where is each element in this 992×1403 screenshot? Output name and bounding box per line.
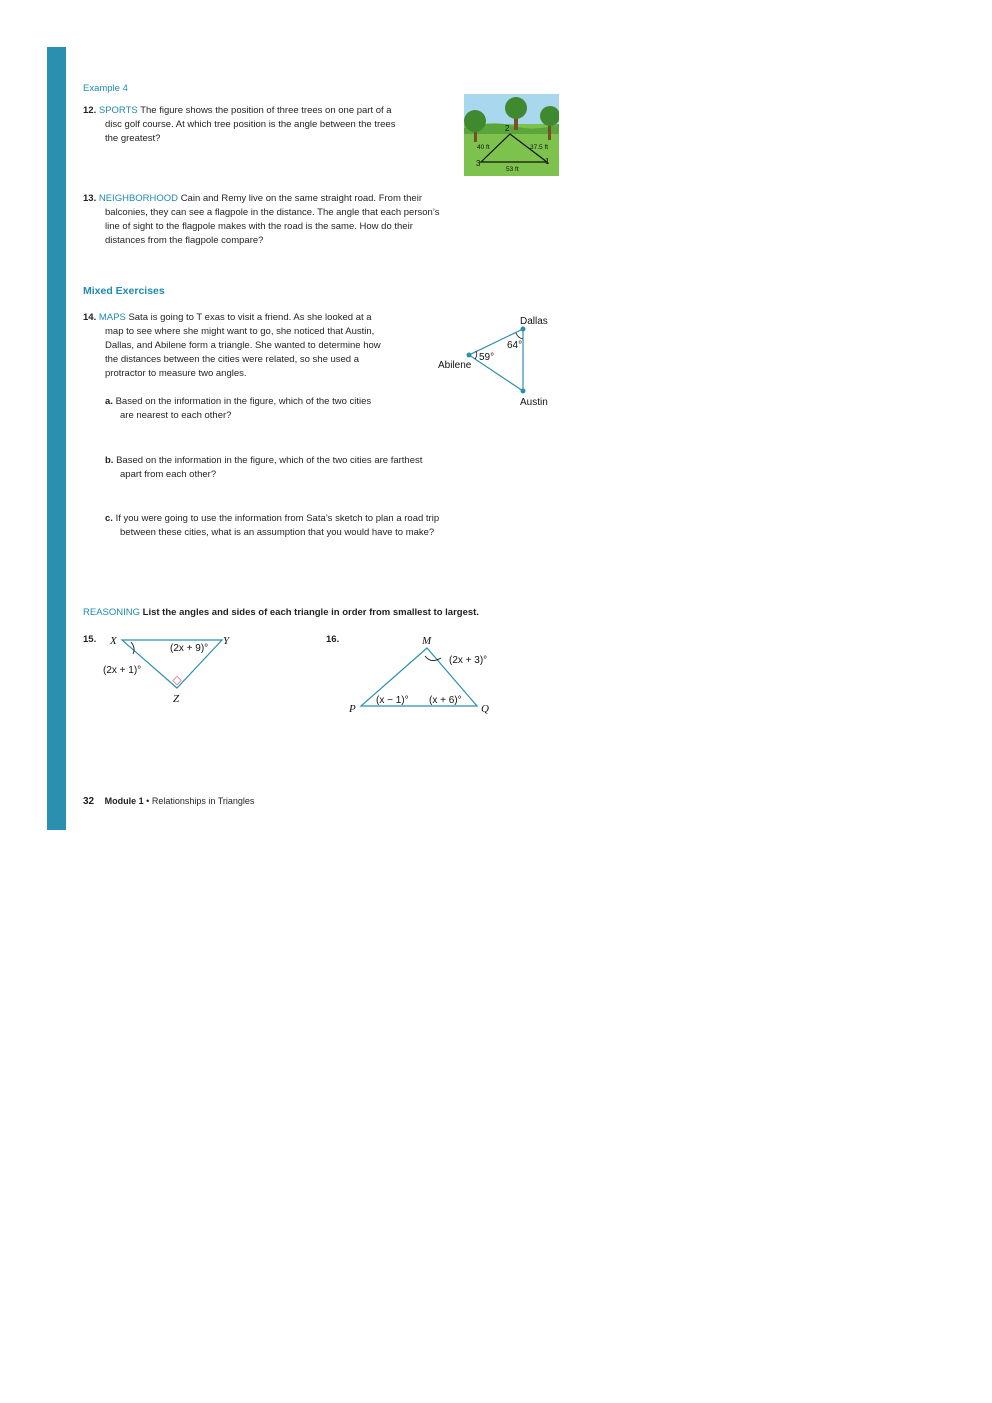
angle-label-abilene: 59° bbox=[479, 352, 495, 363]
question-12 bbox=[83, 104, 453, 146]
city-label-dallas: Dallas bbox=[520, 316, 548, 327]
vertex-label-x: X bbox=[110, 635, 117, 647]
page-footer bbox=[83, 796, 254, 807]
question-text-line: Dallas, and Abilene form a triangle. She wanted to determine how bbox=[105, 340, 381, 351]
question-text-line: balconies, they can see a flagpole in the distance. The angle that each person’s bbox=[105, 207, 440, 218]
vertex-label-1: 1 bbox=[545, 157, 550, 166]
question-text-line: distances from the flagpole compare? bbox=[105, 235, 264, 246]
side-bottom-label: 53 ft bbox=[506, 166, 519, 173]
section-heading: Mixed Exercises bbox=[83, 285, 165, 297]
footer-separator: • bbox=[146, 796, 150, 806]
part-letter: b. bbox=[105, 455, 114, 466]
question-text-line: disc golf course. At which tree position is the angle between the trees bbox=[105, 119, 396, 130]
question-14 bbox=[83, 311, 433, 381]
part-letter: c. bbox=[105, 513, 113, 524]
angle-label-y: (2x + 9)° bbox=[170, 643, 209, 654]
question-text-line: Based on the information in the figure, which of the two cities are farthest bbox=[116, 455, 423, 466]
sidebar-bar bbox=[47, 47, 66, 830]
question-text-line: the greatest? bbox=[105, 133, 161, 144]
question-text-line: between these cities, what is an assumption that you would have to make? bbox=[120, 527, 435, 538]
triangle-xyz bbox=[98, 630, 248, 710]
question-number: 15. bbox=[83, 634, 97, 645]
city-label-austin: Austin bbox=[520, 397, 548, 408]
reasoning-prompt bbox=[83, 607, 479, 618]
question-14a bbox=[105, 395, 505, 423]
vertex-label-y: Y bbox=[223, 635, 230, 647]
angle-label-m: (2x + 3)° bbox=[449, 655, 488, 666]
vertex-label-m: M bbox=[422, 635, 432, 647]
reasoning-keyword: REASONING bbox=[83, 607, 141, 618]
vertex-label-p: P bbox=[349, 703, 356, 715]
question-text-line: Sata is going to T exas to visit a friend. As she looked at a bbox=[128, 312, 372, 323]
side-right-label: 37.5 ft bbox=[530, 144, 549, 151]
triangle-mpq bbox=[345, 632, 505, 718]
city-label-abilene: Abilene bbox=[438, 360, 472, 371]
question-14b bbox=[105, 454, 525, 482]
question-13 bbox=[83, 192, 503, 248]
angle-label-p: (x − 1)° bbox=[376, 695, 409, 706]
question-text-line: Based on the information in the figure, which of the two cities bbox=[115, 396, 372, 407]
angle-label-x: (2x + 1)° bbox=[103, 665, 142, 676]
module-title: Relationships in Triangles bbox=[151, 796, 255, 806]
part-letter: a. bbox=[105, 396, 113, 407]
example-heading: Example 4 bbox=[83, 83, 128, 94]
disc-golf-figure bbox=[464, 94, 559, 176]
question-text-line: are nearest to each other? bbox=[120, 410, 232, 421]
question-number: 16. bbox=[326, 634, 340, 645]
question-number: 14. bbox=[83, 312, 97, 323]
question-number: 12. bbox=[83, 105, 97, 116]
question-keyword: SPORTS bbox=[98, 105, 138, 116]
question-text-line: The figure shows the position of three trees on one part of a bbox=[140, 105, 392, 116]
question-text-line: protractor to measure two angles. bbox=[105, 368, 247, 379]
vertex-label-q: Q bbox=[481, 703, 489, 715]
question-text-line: Cain and Remy live on the same straight road. From their bbox=[180, 193, 422, 204]
triangle-xyz-figure bbox=[98, 630, 248, 710]
question-keyword: NEIGHBORHOOD bbox=[98, 193, 179, 204]
reasoning-text: List the angles and sides of each triangle in order from smallest to largest. bbox=[142, 607, 479, 618]
question-text-line: If you were going to use the information from Sata’s sketch to plan a road trip bbox=[115, 513, 440, 524]
question-text-line: apart from each other? bbox=[120, 469, 217, 480]
question-number: 13. bbox=[83, 193, 97, 204]
question-text-line: the distances between the cities were related, so she used a bbox=[105, 354, 360, 365]
question-text-line: line of sight to the flagpole makes with the road is the same. How do their bbox=[105, 221, 413, 232]
question-keyword: MAPS bbox=[98, 312, 126, 323]
side-left-label: 40 ft bbox=[477, 144, 490, 151]
triangle-mpq-figure bbox=[345, 632, 505, 718]
page-number: 32 bbox=[83, 796, 95, 807]
question-text-line: map to see where she might want to go, she noticed that Austin, bbox=[105, 326, 375, 337]
question-14c bbox=[105, 512, 525, 540]
vertex-label-2: 2 bbox=[505, 124, 510, 133]
vertex-label-3: 3 bbox=[476, 159, 481, 168]
angle-label-q: (x + 6)° bbox=[429, 695, 462, 706]
module-name: Module 1 bbox=[104, 796, 144, 806]
disc-golf-illustration bbox=[464, 94, 559, 176]
angle-label-dallas: 64° bbox=[507, 340, 523, 351]
vertex-label-z: Z bbox=[173, 693, 180, 705]
